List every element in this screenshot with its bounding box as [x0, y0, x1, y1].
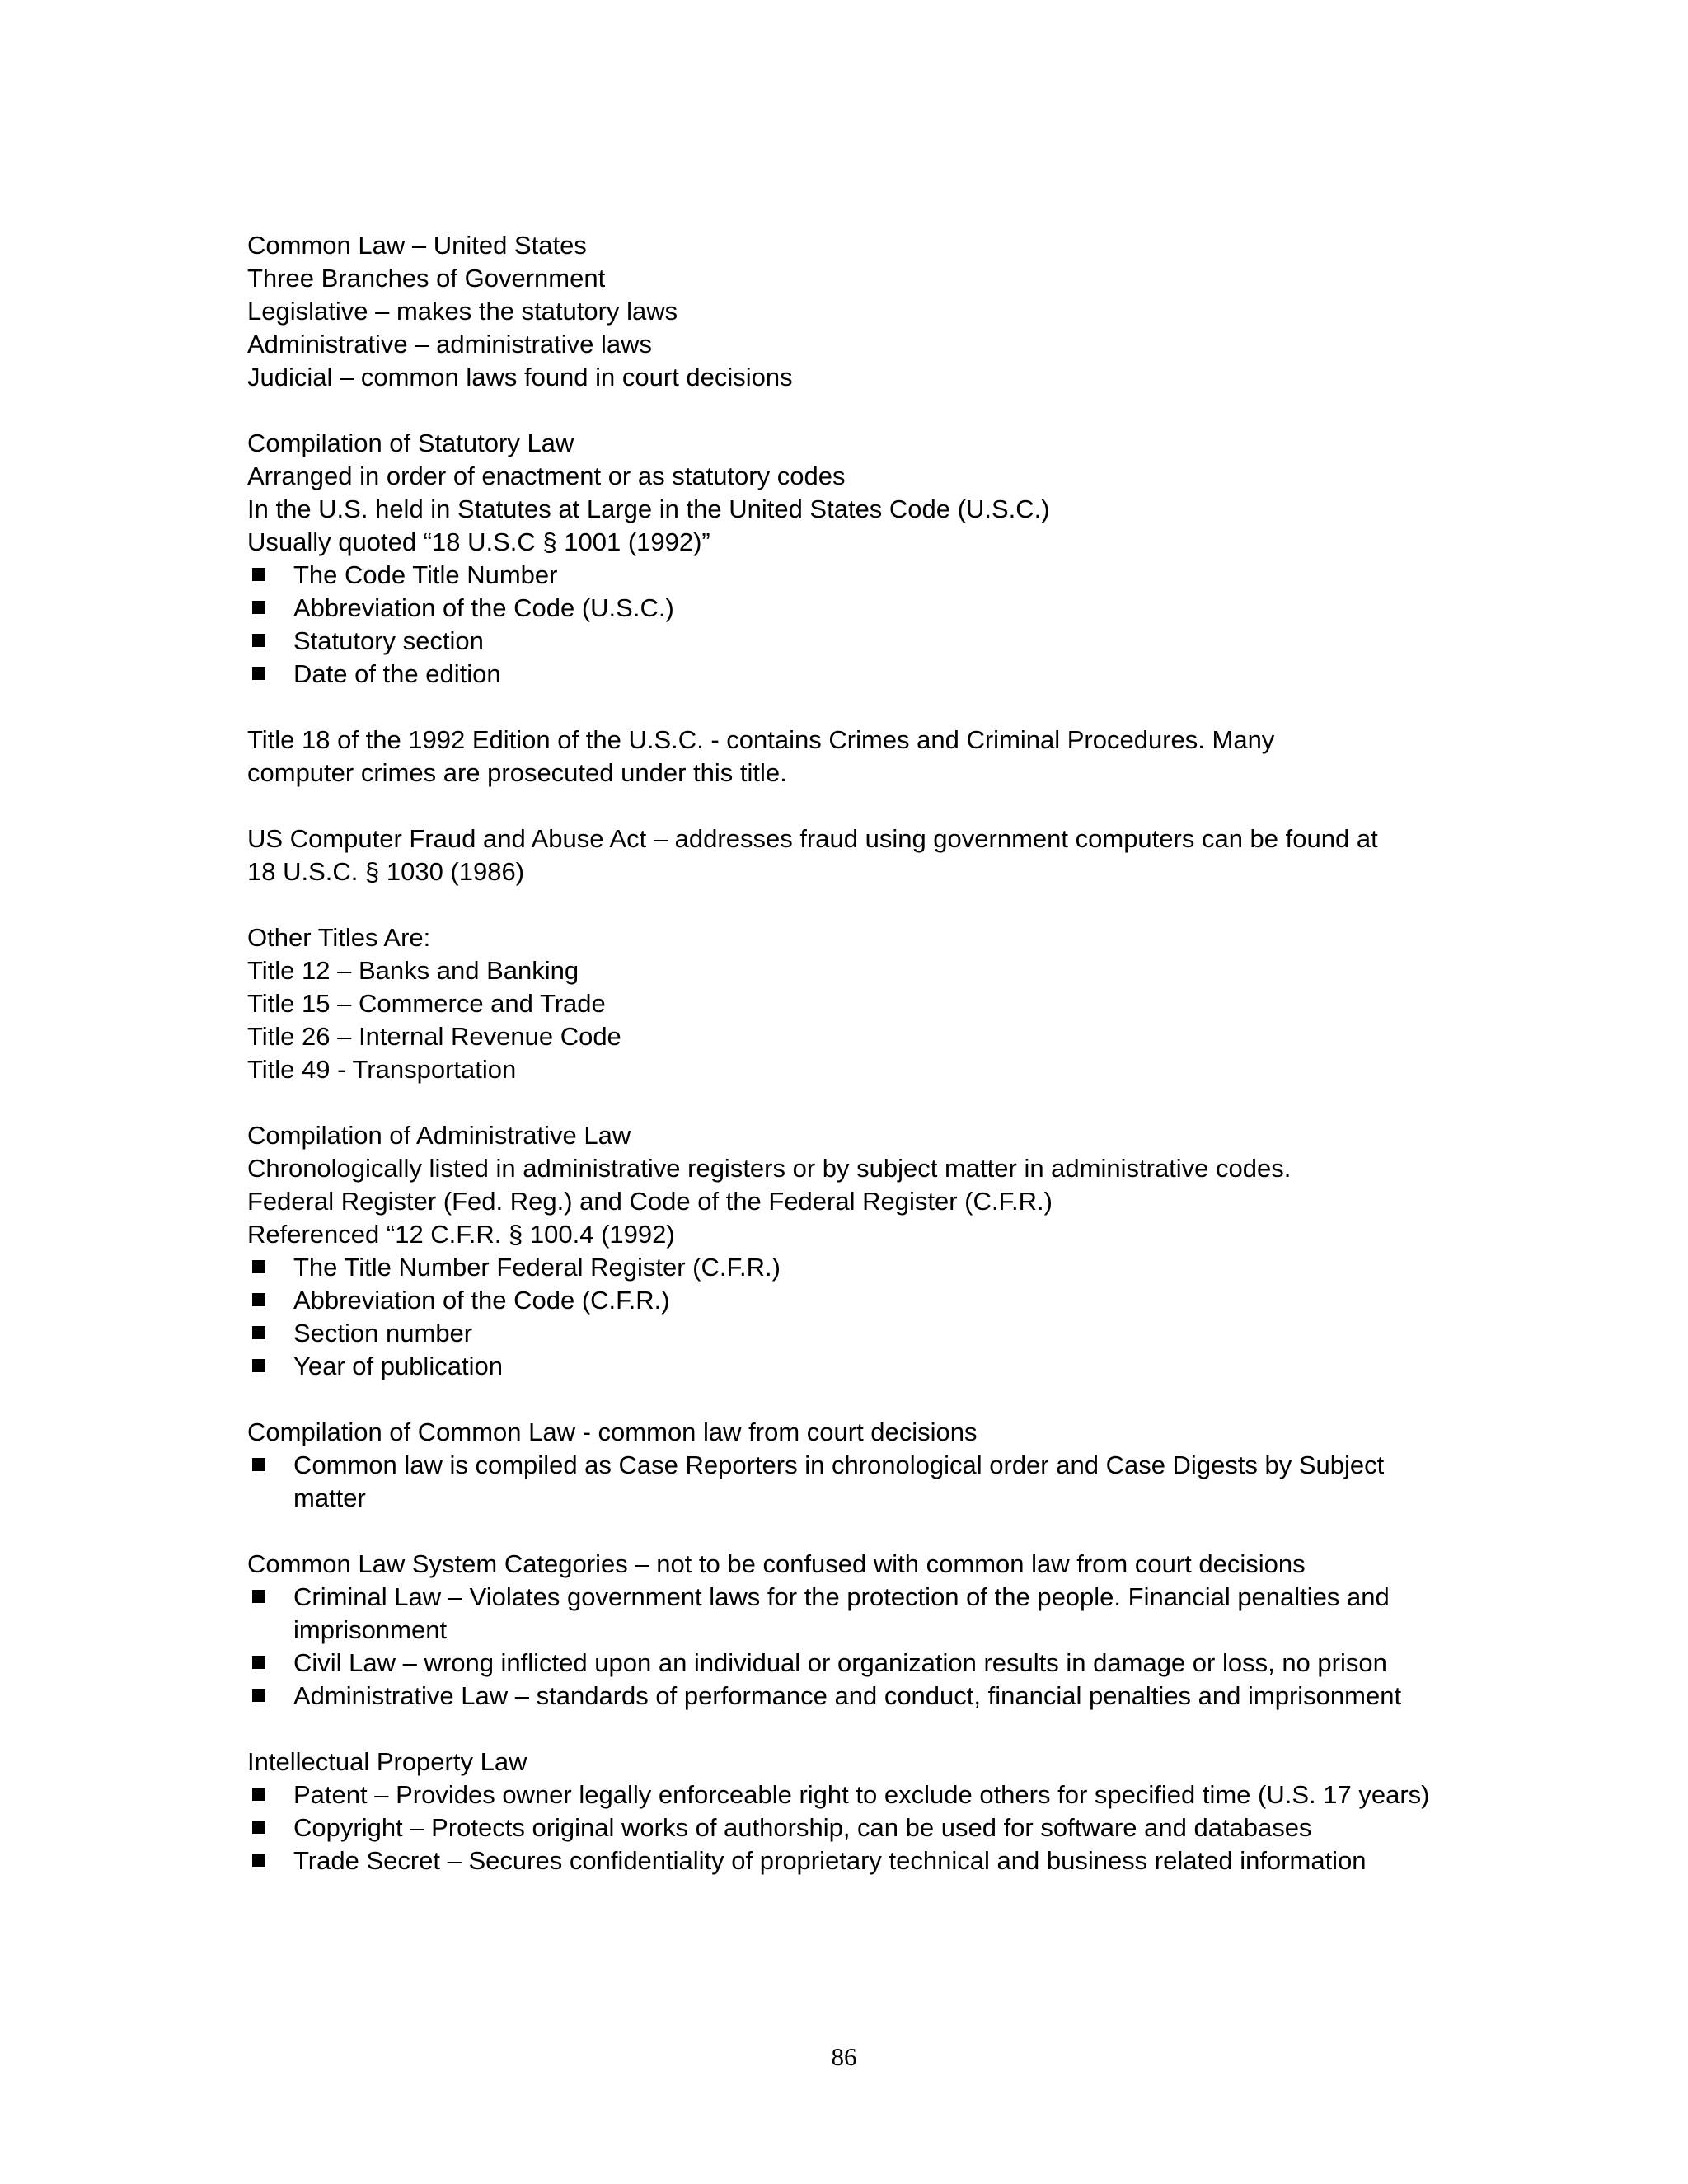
list-item-text: Abbreviation of the Code (C.F.R.) — [293, 1286, 670, 1315]
text-line: Judicial – common laws found in court decisions — [247, 363, 793, 391]
spacer — [247, 790, 1451, 823]
square-bullet-icon — [252, 667, 265, 680]
text-line: Title 15 – Commerce and Trade — [247, 989, 606, 1018]
square-bullet-icon — [252, 1326, 265, 1339]
list-item — [247, 1844, 1451, 1877]
list-item-text: The Code Title Number — [293, 560, 558, 589]
text-line: 18 U.S.C. § 1030 (1986) — [247, 857, 525, 886]
heading-other-titles: Other Titles Are: — [247, 923, 431, 952]
text-line: Chronologically listed in administrative registers or by subject matter in administrative codes. — [247, 1154, 1292, 1183]
text-line: Referenced “12 C.F.R. § 100.4 (1992) — [247, 1220, 675, 1249]
list-item-text: Civil Law – wrong inflicted upon an individual or organization results in damage or loss, no prison — [293, 1648, 1387, 1677]
spacer — [247, 1713, 1451, 1746]
list-item — [247, 1449, 1451, 1515]
square-bullet-icon — [252, 1854, 265, 1867]
text-line: Usually quoted “18 U.S.C § 1001 (1992)” — [247, 527, 710, 556]
heading-administrative-law: Compilation of Administrative Law — [247, 1121, 631, 1150]
square-bullet-icon — [252, 1689, 265, 1702]
list-item-text: Trade Secret – Secures confidentiality of proprietary technical and business related information — [293, 1846, 1367, 1875]
section-common-law-compilation — [247, 1416, 1451, 1515]
document-page — [247, 229, 1451, 1877]
section-system-categories — [247, 1548, 1451, 1713]
square-bullet-icon — [252, 1821, 265, 1834]
text-line: Arranged in order of enactment or as statutory codes — [247, 462, 846, 490]
text-line: Federal Register (Fed. Reg.) and Code of the Federal Register (C.F.R.) — [247, 1187, 1053, 1216]
page-number: 86 — [831, 2042, 857, 2071]
square-bullet-icon — [252, 1590, 265, 1603]
bullet-list — [247, 1449, 1451, 1515]
list-item-text: Statutory section — [293, 626, 484, 655]
list-item — [247, 559, 1451, 592]
text-line: Three Branches of Government — [247, 264, 606, 293]
list-item — [247, 1581, 1451, 1647]
heading-common-law-compilation: Compilation of Common Law - common law from court decisions — [247, 1418, 978, 1446]
bullet-list — [247, 559, 1451, 691]
section-other-titles — [247, 921, 1451, 1086]
text-line: Administrative – administrative laws — [247, 330, 653, 359]
list-item — [247, 1251, 1451, 1284]
text-line: In the U.S. held in Statutes at Large in the United States Code (U.S.C.) — [247, 494, 1050, 523]
text-line: Title 18 of the 1992 Edition of the U.S.C. - contains Crimes and Criminal Procedures. Many — [247, 725, 1275, 754]
section-cfaa — [247, 823, 1451, 888]
list-item-text: The Title Number Federal Register (C.F.R.) — [293, 1253, 781, 1282]
list-item — [247, 1317, 1451, 1350]
bullet-list — [247, 1779, 1451, 1877]
heading-system-categories: Common Law System Categories – not to be confused with common law from court decisions — [247, 1549, 1306, 1578]
spacer — [247, 394, 1451, 427]
spacer — [247, 1086, 1451, 1119]
bullet-list — [247, 1251, 1451, 1383]
text-line: US Computer Fraud and Abuse Act – addresses fraud using government computers can be found at — [247, 824, 1378, 853]
list-item — [247, 625, 1451, 658]
text-line: computer crimes are prosecuted under this title. — [247, 758, 787, 787]
bullet-list — [247, 1581, 1451, 1713]
list-item — [247, 1284, 1451, 1317]
square-bullet-icon — [252, 1788, 265, 1801]
section-branches — [247, 229, 1451, 394]
list-item — [247, 592, 1451, 625]
heading-statutory-law: Compilation of Statutory Law — [247, 429, 574, 457]
spacer — [247, 1515, 1451, 1548]
list-item-text: Section number — [293, 1319, 473, 1347]
list-item-text: Year of publication — [293, 1352, 503, 1380]
spacer — [247, 1383, 1451, 1416]
heading-intellectual-property: Intellectual Property Law — [247, 1747, 528, 1776]
square-bullet-icon — [252, 1293, 265, 1306]
list-item — [247, 1680, 1451, 1713]
list-item-text: Abbreviation of the Code (U.S.C.) — [293, 593, 674, 622]
list-item — [247, 658, 1451, 691]
list-item — [247, 1779, 1451, 1811]
list-item — [247, 1350, 1451, 1383]
text-line: Title 12 – Banks and Banking — [247, 956, 579, 985]
heading-common-law-us: Common Law – United States — [247, 231, 587, 260]
text-line: Title 49 - Transportation — [247, 1055, 517, 1084]
section-title-18 — [247, 724, 1451, 790]
text-line: Title 26 – Internal Revenue Code — [247, 1022, 621, 1051]
list-item — [247, 1647, 1451, 1680]
list-item-text: Copyright – Protects original works of authorship, can be used for software and databases — [293, 1813, 1312, 1842]
list-item-text: Patent – Provides owner legally enforceable right to exclude others for specified time (U.S. 17 years) — [293, 1780, 1430, 1809]
square-bullet-icon — [252, 634, 265, 647]
list-item-text: Common law is compiled as Case Reporters in chronological order and Case Digests by Subject matter — [293, 1451, 1385, 1512]
list-item-text: Administrative Law – standards of performance and conduct, financial penalties and imprisonment — [293, 1681, 1402, 1710]
list-item — [247, 1811, 1451, 1844]
text-line: Legislative – makes the statutory laws — [247, 297, 678, 326]
square-bullet-icon — [252, 568, 265, 581]
list-item-text: Date of the edition — [293, 659, 501, 688]
section-administrative-law — [247, 1119, 1451, 1383]
spacer — [247, 888, 1451, 921]
spacer — [247, 691, 1451, 724]
square-bullet-icon — [252, 1458, 265, 1471]
square-bullet-icon — [252, 1656, 265, 1669]
list-item-text: Criminal Law – Violates government laws for the protection of the people. Financial penalties and imprisonment — [293, 1582, 1390, 1644]
square-bullet-icon — [252, 1359, 265, 1372]
square-bullet-icon — [252, 1260, 265, 1273]
square-bullet-icon — [252, 601, 265, 614]
section-statutory-law — [247, 427, 1451, 691]
section-intellectual-property — [247, 1746, 1451, 1877]
